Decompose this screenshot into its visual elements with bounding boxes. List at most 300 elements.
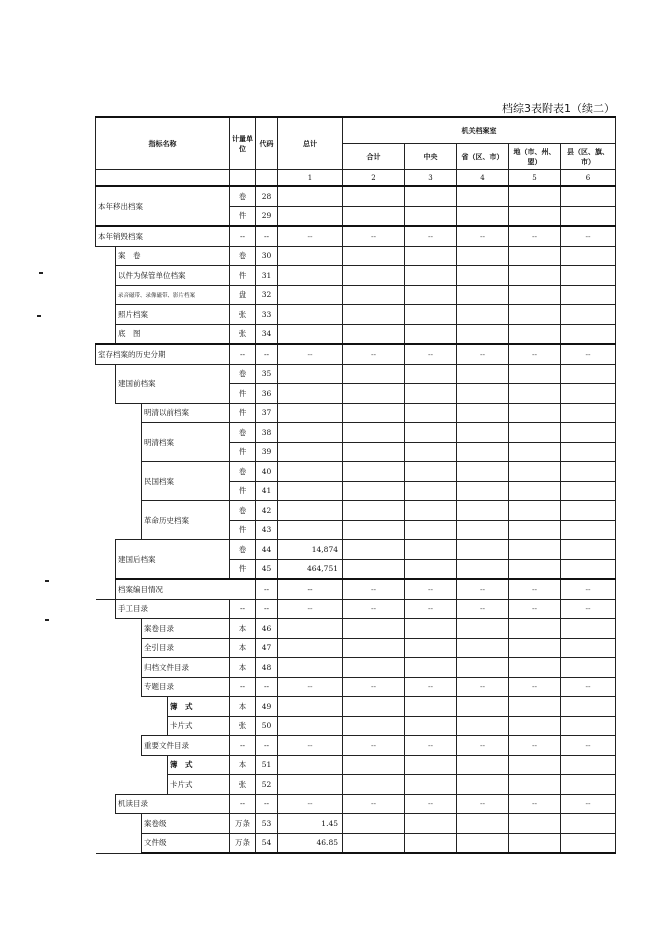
value-cell: -- — [278, 599, 343, 619]
row-label: 室存档案的历史分期 — [96, 344, 230, 364]
value-cell — [509, 697, 561, 717]
value-cell — [343, 384, 405, 404]
value-cell — [343, 246, 405, 266]
value-cell: -- — [405, 736, 457, 756]
value-cell — [343, 619, 405, 639]
value-cell — [278, 716, 343, 736]
row-label: 明清档案 — [142, 423, 230, 462]
unit-cell: 件 — [230, 266, 256, 286]
value-cell — [343, 364, 405, 384]
value-cell — [509, 540, 561, 560]
value-cell: -- — [405, 599, 457, 619]
code-cell: 30 — [256, 246, 278, 266]
code-cell: 31 — [256, 266, 278, 286]
unit-cell: -- — [230, 736, 256, 756]
value-cell: -- — [278, 736, 343, 756]
unit-cell: 万条 — [230, 814, 256, 834]
row-label: 本年移出档案 — [96, 186, 230, 226]
value-cell — [405, 206, 457, 226]
value-cell: -- — [561, 736, 616, 756]
value-cell — [405, 755, 457, 775]
indent-spacer — [142, 755, 168, 794]
row-label: 建国后档案 — [116, 540, 230, 580]
value-cell — [278, 186, 343, 206]
value-cell — [343, 481, 405, 501]
value-cell — [405, 814, 457, 834]
row-label: 底 图 — [116, 324, 230, 344]
value-cell — [509, 423, 561, 443]
value-cell — [457, 364, 509, 384]
value-cell — [561, 462, 616, 482]
value-cell — [561, 403, 616, 423]
value-cell — [405, 285, 457, 305]
value-cell — [561, 501, 616, 521]
row-label: 以件为保管单位档案 — [116, 266, 230, 286]
unit-cell: 本 — [230, 697, 256, 717]
value-cell — [405, 540, 457, 560]
row-label: 本年销毁档案 — [96, 226, 230, 246]
value-cell: -- — [343, 599, 405, 619]
code-cell: -- — [256, 599, 278, 619]
value-cell: -- — [405, 344, 457, 364]
value-cell — [509, 559, 561, 579]
row-label: 簿 式 — [168, 697, 230, 717]
code-cell: 44 — [256, 540, 278, 560]
value-cell — [405, 462, 457, 482]
code-cell: 34 — [256, 324, 278, 344]
value-cell — [457, 619, 509, 639]
code-cell: 43 — [256, 520, 278, 540]
margin-mark — [45, 580, 49, 582]
unit-cell: -- — [230, 226, 256, 246]
value-cell — [509, 206, 561, 226]
code-cell: 33 — [256, 305, 278, 325]
unit-cell: 卷 — [230, 423, 256, 443]
value-cell — [343, 324, 405, 344]
code-cell: 49 — [256, 697, 278, 717]
value-cell — [278, 384, 343, 404]
value-cell — [561, 559, 616, 579]
unit-cell: 张 — [230, 305, 256, 325]
value-cell: -- — [343, 677, 405, 697]
value-cell — [561, 384, 616, 404]
value-cell — [278, 246, 343, 266]
value-cell — [561, 755, 616, 775]
col-number: 6 — [561, 170, 616, 187]
value-cell — [457, 384, 509, 404]
code-cell: 32 — [256, 285, 278, 305]
value-cell — [278, 755, 343, 775]
code-cell: 40 — [256, 462, 278, 482]
value-cell — [457, 716, 509, 736]
row-label: 文件级 — [142, 833, 230, 853]
value-cell — [509, 364, 561, 384]
code-cell: 46 — [256, 619, 278, 639]
value-cell — [561, 186, 616, 206]
code-cell: 28 — [256, 186, 278, 206]
value-cell: -- — [561, 344, 616, 364]
page-title: 档综3表附表1（续二） — [502, 102, 615, 115]
value-cell — [343, 559, 405, 579]
value-cell — [343, 540, 405, 560]
value-cell: -- — [457, 599, 509, 619]
value-cell: -- — [561, 579, 616, 599]
row-label: 簿 式 — [168, 755, 230, 775]
indent-spacer — [96, 364, 116, 599]
code-cell: 36 — [256, 384, 278, 404]
value-cell — [405, 364, 457, 384]
value-cell — [343, 423, 405, 443]
row-label: 卡片式 — [168, 716, 230, 736]
value-cell — [509, 462, 561, 482]
value-cell — [405, 246, 457, 266]
value-cell: -- — [457, 579, 509, 599]
value-cell: -- — [509, 579, 561, 599]
value-cell — [278, 638, 343, 658]
header-blank — [230, 170, 256, 187]
value-cell: -- — [457, 226, 509, 246]
code-cell: 54 — [256, 833, 278, 853]
value-cell: -- — [343, 226, 405, 246]
value-cell — [509, 324, 561, 344]
value-cell — [509, 481, 561, 501]
value-cell — [405, 305, 457, 325]
value-cell: -- — [343, 579, 405, 599]
value-cell — [561, 716, 616, 736]
value-cell — [561, 814, 616, 834]
value-cell: -- — [457, 677, 509, 697]
value-cell — [278, 305, 343, 325]
header-code: 代码 — [256, 117, 278, 170]
value-cell: 1.45 — [278, 814, 343, 834]
value-cell — [405, 481, 457, 501]
indent-spacer — [116, 403, 142, 540]
header-col-prefecture: 地（市、州、盟） — [509, 144, 561, 170]
unit-cell: 件 — [230, 481, 256, 501]
value-cell: -- — [457, 344, 509, 364]
unit-cell: -- — [230, 599, 256, 619]
value-cell — [561, 246, 616, 266]
value-cell: -- — [278, 794, 343, 814]
value-cell — [405, 442, 457, 462]
value-cell — [343, 285, 405, 305]
value-cell: -- — [561, 794, 616, 814]
unit-cell: -- — [230, 344, 256, 364]
value-cell — [509, 658, 561, 678]
value-cell — [509, 775, 561, 795]
code-cell: -- — [278, 579, 343, 599]
unit-cell: 本 — [230, 619, 256, 639]
value-cell — [278, 442, 343, 462]
unit-cell: 件 — [230, 520, 256, 540]
value-cell: -- — [405, 794, 457, 814]
statistics-table-container — [95, 116, 615, 854]
unit-cell: 件 — [230, 206, 256, 226]
row-label: 明清以前档案 — [142, 403, 230, 423]
header-group: 机关档案室 — [343, 117, 616, 144]
row-label: 案卷级 — [142, 814, 230, 834]
value-cell: -- — [509, 344, 561, 364]
row-label: 全引目录 — [142, 638, 230, 658]
value-cell — [561, 442, 616, 462]
value-cell — [457, 442, 509, 462]
value-cell — [561, 833, 616, 853]
value-cell — [561, 540, 616, 560]
value-cell — [509, 305, 561, 325]
value-cell — [343, 266, 405, 286]
unit-cell: 张 — [230, 775, 256, 795]
value-cell — [561, 324, 616, 344]
header-indicator: 指标名称 — [96, 117, 230, 170]
code-cell: 51 — [256, 755, 278, 775]
unit-cell: 件 — [230, 384, 256, 404]
value-cell — [457, 481, 509, 501]
value-cell — [509, 246, 561, 266]
unit-cell: 张 — [230, 324, 256, 344]
row-label: 卡片式 — [168, 775, 230, 795]
value-cell: -- — [561, 599, 616, 619]
value-cell — [278, 423, 343, 443]
unit-cell: 件 — [230, 403, 256, 423]
value-cell: -- — [457, 794, 509, 814]
value-cell: -- — [278, 344, 343, 364]
col-number: 3 — [405, 170, 457, 187]
value-cell — [561, 520, 616, 540]
value-cell — [405, 324, 457, 344]
indent-spacer — [96, 599, 116, 853]
value-cell — [405, 775, 457, 795]
value-cell — [457, 462, 509, 482]
code-cell: 47 — [256, 638, 278, 658]
value-cell — [561, 697, 616, 717]
unit-cell: 卷 — [230, 364, 256, 384]
value-cell: -- — [278, 677, 343, 697]
value-cell — [278, 364, 343, 384]
value-cell — [405, 501, 457, 521]
statistics-table — [95, 116, 616, 854]
code-cell: 37 — [256, 403, 278, 423]
value-cell — [457, 755, 509, 775]
unit-cell: 卷 — [230, 501, 256, 521]
unit-cell: 本 — [230, 755, 256, 775]
row-label: 建国前档案 — [116, 364, 230, 403]
value-cell: 464,751 — [278, 559, 343, 579]
value-cell — [278, 206, 343, 226]
row-label: 手工目录 — [116, 599, 230, 619]
value-cell — [457, 501, 509, 521]
code-cell: 38 — [256, 423, 278, 443]
code-cell: 39 — [256, 442, 278, 462]
header-col-county: 县（区、旗、市） — [561, 144, 616, 170]
unit-cell: -- — [230, 677, 256, 697]
value-cell — [561, 206, 616, 226]
value-cell — [343, 755, 405, 775]
value-cell — [405, 403, 457, 423]
header-blank — [96, 170, 230, 187]
value-cell — [457, 814, 509, 834]
value-cell — [509, 501, 561, 521]
code-cell: 45 — [256, 559, 278, 579]
code-cell: -- — [256, 226, 278, 246]
value-cell: -- — [343, 344, 405, 364]
value-cell — [278, 775, 343, 795]
value-cell: -- — [561, 226, 616, 246]
value-cell — [343, 501, 405, 521]
value-cell — [509, 266, 561, 286]
value-cell — [343, 814, 405, 834]
value-cell — [405, 697, 457, 717]
value-cell — [405, 658, 457, 678]
indent-spacer — [142, 697, 168, 736]
value-cell — [509, 442, 561, 462]
value-cell — [561, 638, 616, 658]
value-cell — [561, 775, 616, 795]
value-cell — [509, 186, 561, 206]
value-cell — [457, 658, 509, 678]
value-cell — [561, 285, 616, 305]
value-cell — [405, 619, 457, 639]
code-cell: 50 — [256, 716, 278, 736]
code-cell: 35 — [256, 364, 278, 384]
value-cell: -- — [405, 579, 457, 599]
value-cell — [343, 520, 405, 540]
margin-mark — [37, 315, 41, 317]
header-total: 总计 — [278, 117, 343, 170]
col-number: 2 — [343, 170, 405, 187]
value-cell — [343, 658, 405, 678]
value-cell — [509, 403, 561, 423]
value-cell: -- — [509, 226, 561, 246]
value-cell — [457, 638, 509, 658]
row-label: 专题目录 — [142, 677, 230, 697]
value-cell — [278, 697, 343, 717]
value-cell: -- — [278, 226, 343, 246]
value-cell — [278, 481, 343, 501]
value-cell — [405, 638, 457, 658]
value-cell: 14,874 — [278, 540, 343, 560]
code-cell: 52 — [256, 775, 278, 795]
value-cell — [405, 520, 457, 540]
col-number: 5 — [509, 170, 561, 187]
unit-cell: 件 — [230, 442, 256, 462]
value-cell — [278, 658, 343, 678]
unit-cell: 卷 — [230, 186, 256, 206]
value-cell — [509, 755, 561, 775]
value-cell: -- — [343, 736, 405, 756]
value-cell — [343, 186, 405, 206]
code-cell: -- — [256, 794, 278, 814]
value-cell — [343, 638, 405, 658]
value-cell — [278, 462, 343, 482]
value-cell — [343, 716, 405, 736]
value-cell — [343, 206, 405, 226]
row-label: 归档文件目录 — [142, 658, 230, 678]
value-cell — [509, 520, 561, 540]
value-cell — [405, 384, 457, 404]
unit-cell: 卷 — [230, 540, 256, 560]
unit-cell: -- — [256, 579, 278, 599]
value-cell — [457, 285, 509, 305]
unit-cell: 张 — [230, 716, 256, 736]
value-cell — [278, 403, 343, 423]
value-cell: -- — [509, 736, 561, 756]
value-cell — [278, 619, 343, 639]
value-cell — [457, 540, 509, 560]
unit-cell: 卷 — [230, 246, 256, 266]
value-cell — [509, 384, 561, 404]
value-cell — [561, 481, 616, 501]
value-cell — [343, 462, 405, 482]
value-cell — [561, 364, 616, 384]
code-cell: -- — [256, 677, 278, 697]
value-cell: -- — [457, 736, 509, 756]
value-cell — [457, 559, 509, 579]
value-cell — [509, 619, 561, 639]
code-cell: 29 — [256, 206, 278, 226]
value-cell — [457, 266, 509, 286]
margin-mark — [45, 619, 49, 621]
code-cell: 42 — [256, 501, 278, 521]
code-cell: -- — [256, 736, 278, 756]
value-cell — [509, 814, 561, 834]
code-cell: -- — [256, 344, 278, 364]
row-label: 民国档案 — [142, 462, 230, 501]
value-cell — [561, 619, 616, 639]
header-col-heji: 合计 — [343, 144, 405, 170]
unit-cell: 卷 — [230, 462, 256, 482]
unit-cell: 万条 — [230, 833, 256, 853]
value-cell — [457, 305, 509, 325]
header-unit: 计量单位 — [230, 117, 256, 170]
value-cell: -- — [405, 226, 457, 246]
value-cell — [343, 305, 405, 325]
value-cell — [405, 559, 457, 579]
unit-cell: 件 — [230, 559, 256, 579]
value-cell: -- — [405, 677, 457, 697]
value-cell — [509, 833, 561, 853]
value-cell — [561, 658, 616, 678]
value-cell — [561, 423, 616, 443]
row-label: 重要文件目录 — [142, 736, 230, 756]
unit-cell: 盘 — [230, 285, 256, 305]
value-cell — [343, 833, 405, 853]
value-cell — [509, 638, 561, 658]
indent-spacer — [96, 246, 116, 344]
value-cell — [561, 266, 616, 286]
value-cell — [457, 520, 509, 540]
header-col-central: 中央 — [405, 144, 457, 170]
header-blank — [256, 170, 278, 187]
row-label: 档案编目情况 — [116, 579, 256, 599]
value-cell — [405, 716, 457, 736]
indent-spacer — [116, 814, 142, 854]
row-label: 案 卷 — [116, 246, 230, 266]
col-number: 4 — [457, 170, 509, 187]
value-cell — [278, 520, 343, 540]
value-cell: -- — [509, 677, 561, 697]
value-cell — [561, 305, 616, 325]
unit-cell: 本 — [230, 638, 256, 658]
value-cell: 46.85 — [278, 833, 343, 853]
value-cell — [457, 186, 509, 206]
value-cell — [405, 833, 457, 853]
code-cell: 41 — [256, 481, 278, 501]
row-label: 革命历史档案 — [142, 501, 230, 540]
value-cell — [405, 266, 457, 286]
col-number: 1 — [278, 170, 343, 187]
value-cell — [343, 442, 405, 462]
value-cell — [278, 324, 343, 344]
